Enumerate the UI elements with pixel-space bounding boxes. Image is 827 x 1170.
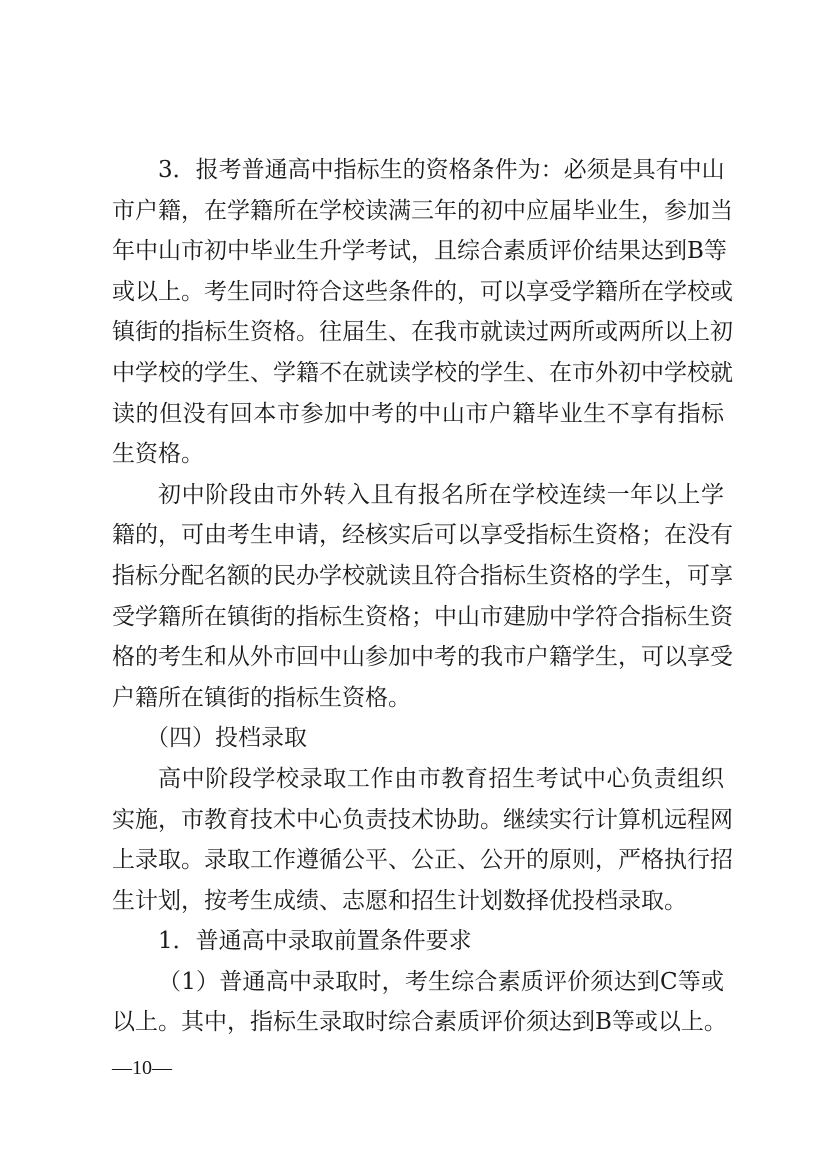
text-line: 生计划，按考生成绩、志愿和招生计划数择优投档录取。 (112, 887, 687, 914)
text-line: 3．报考普通高中指标生的资格条件为：必须是具有中山 (158, 157, 725, 183)
paragraph-admission-requirements (112, 962, 727, 1043)
paragraph-transfer-students (112, 475, 733, 719)
text-line: 高中阶段学校录取工作由市教育招生考试中心负责组织 (158, 765, 724, 792)
text-line: 户籍所在镇街的指标生资格。 (112, 684, 411, 711)
text-line: 以上。其中，指标生录取时综合素质评价须达到B等或以上。 (112, 1009, 727, 1036)
text-line: 镇街的指标生资格。往届生、在我市就读过两所或两所以上初 (112, 319, 733, 346)
text-line: 籍的，可由考生申请，经核实后可以享受指标生资格；在没有 (112, 522, 733, 549)
document-body (112, 150, 733, 1043)
text-line: 上录取。录取工作遵循公平、公正、公开的原则，严格执行招 (112, 847, 733, 874)
text-line: 年中山市初中毕业生升学考试，且综合素质评价结果达到B等 (112, 238, 727, 265)
paragraph-admission-process (112, 759, 733, 921)
text-line: 中学校的学生、学籍不在就读学校的学生、在市外初中学校就 (112, 359, 733, 386)
text-line: 格的考生和从外市回中山参加中考的我市户籍学生，可以享受 (112, 644, 733, 671)
text-line: 实施，市教育技术中心负责技术协助。继续实行计算机远程网 (112, 806, 733, 833)
paragraph-eligibility-conditions (112, 150, 733, 475)
text-line: （1）普通高中录取时，考生综合素质评价须达到C等或 (158, 968, 724, 995)
text-line: 或以上。考生同时符合这些条件的，可以享受学籍所在学校或 (112, 278, 733, 305)
section-heading: （四）投档录取 (146, 725, 307, 752)
text-line: 市户籍，在学籍所在学校读满三年的初中应届毕业生，参加当 (112, 197, 733, 224)
page-number: —10— (112, 1057, 172, 1079)
text-line: 生资格。 (112, 441, 204, 468)
text-line: 读的但没有回本市参加中考的中山市户籍毕业生不享有指标 (112, 400, 724, 427)
subsection-heading: 1．普通高中录取前置条件要求 (158, 928, 472, 955)
text-line: 指标分配名额的民办学校就读且符合指标生资格的学生，可享 (112, 562, 733, 589)
text-line: 初中阶段由市外转入且有报名所在学校连续一年以上学 (158, 481, 724, 508)
text-line: 受学籍所在镇街的指标生资格；中山市建励中学符合指标生资 (112, 603, 733, 630)
